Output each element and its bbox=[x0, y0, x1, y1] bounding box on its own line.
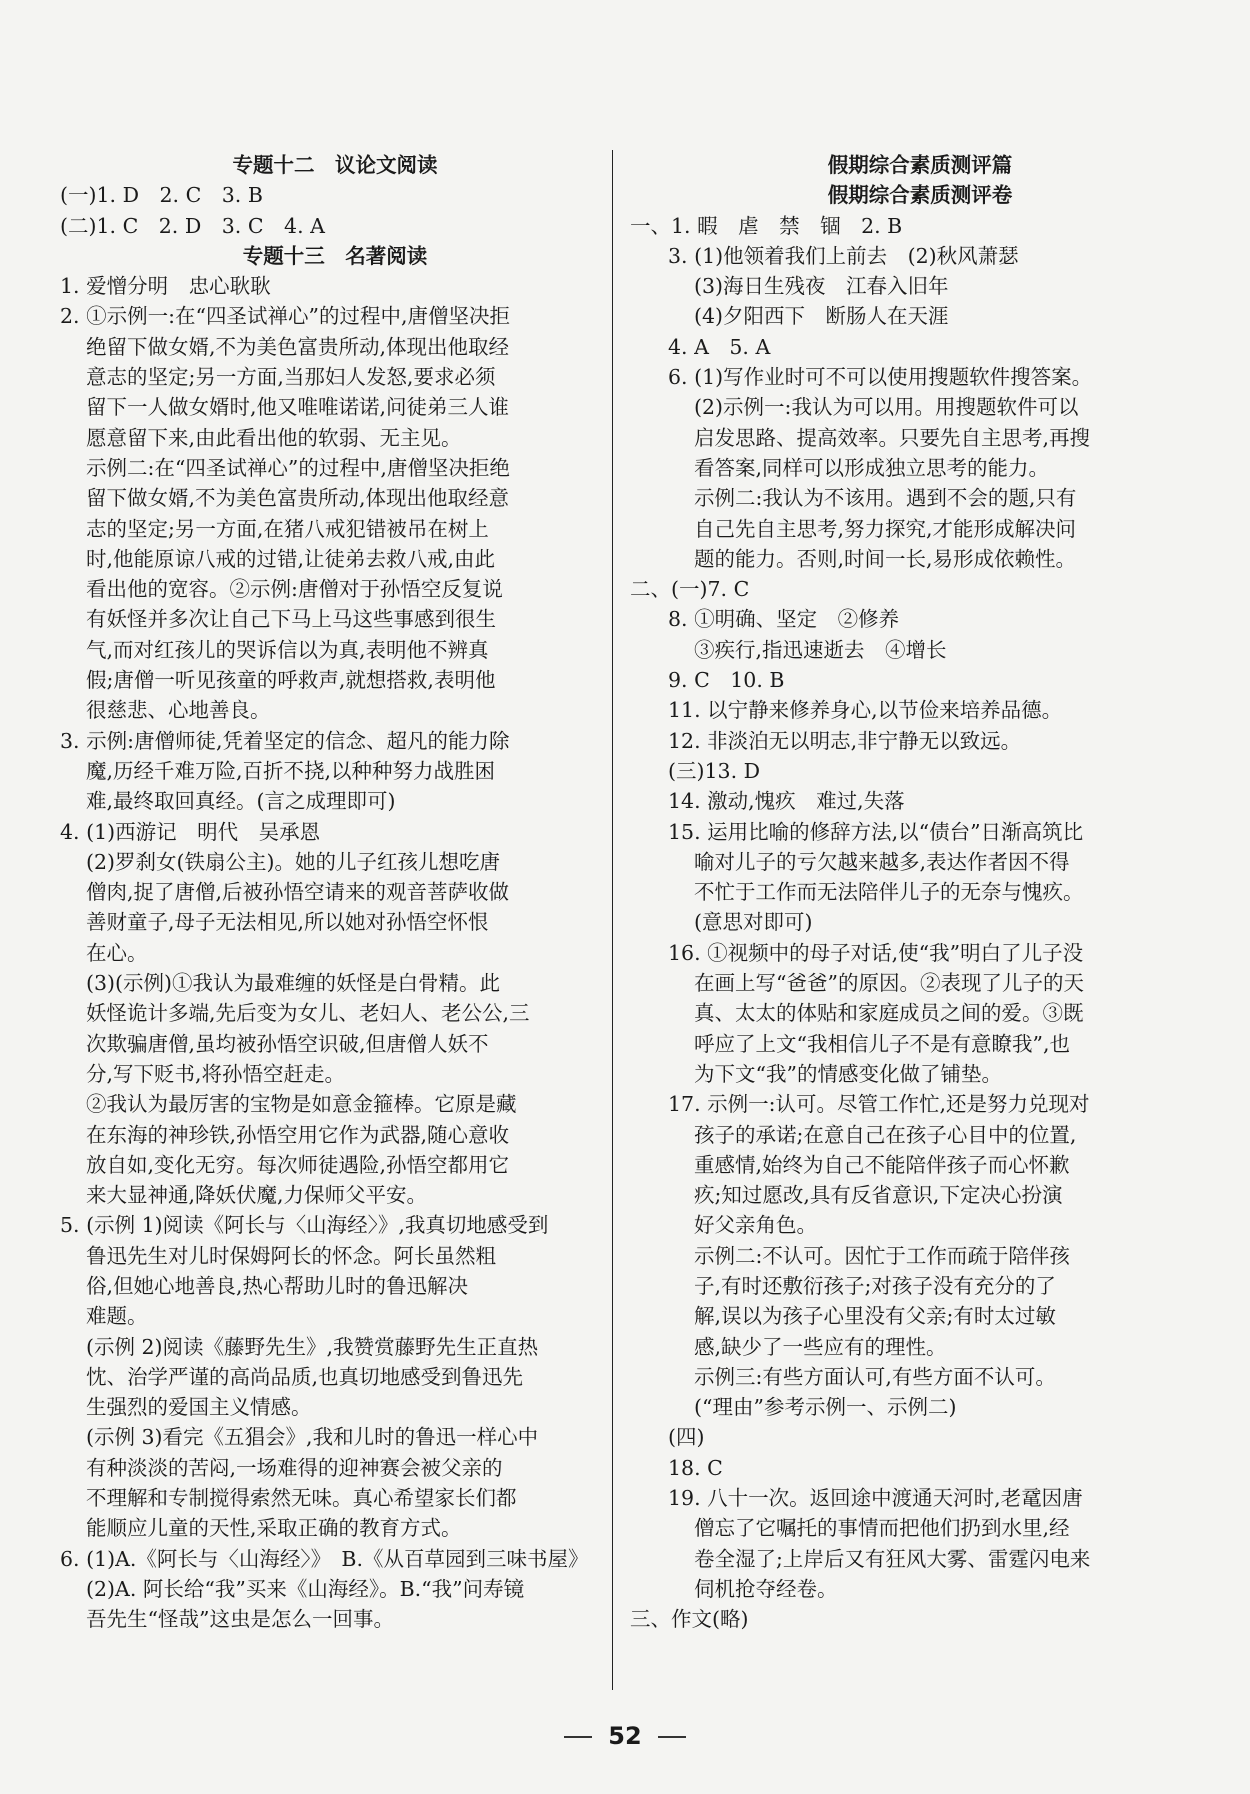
answer-line: (2)示例一:我认为可以用。用搜题软件可以 bbox=[694, 395, 1079, 420]
answer-line: (四) bbox=[668, 1425, 705, 1450]
answer-line: 题的能力。否则,时间一长,易形成依赖性。 bbox=[694, 546, 1077, 571]
answer-line: 很慈悲、心地善良。 bbox=[86, 698, 271, 723]
page-number: 52 bbox=[608, 1722, 642, 1750]
answer-line: (3)海日生残夜 江春入旧年 bbox=[694, 274, 949, 299]
answer-line: 假;唐僧一听见孩童的呼救声,就想搭救,表明他 bbox=[86, 668, 496, 693]
answer-line: 2. ①示例一:在“四圣试禅心”的过程中,唐僧坚决拒 bbox=[60, 304, 510, 329]
answer-line: 善财童子,母子无法相见,所以她对孙悟空怀恨 bbox=[86, 910, 489, 935]
answer-line: ②我认为最厉害的宝物是如意金箍棒。它原是藏 bbox=[86, 1092, 517, 1117]
answer-line: 在画上写“爸爸”的原因。②表现了儿子的天 bbox=[694, 971, 1084, 996]
answer-line: 9. C 10. B bbox=[668, 668, 785, 693]
answer-line: 二、(一)7. C bbox=[630, 577, 750, 602]
answer-line: 感,缺少了一些应有的理性。 bbox=[694, 1334, 947, 1359]
answer-line: 示例二:我认为不该用。遇到不会的题,只有 bbox=[694, 486, 1077, 511]
answer-line: (三)13. D bbox=[668, 758, 761, 783]
answer-line: (2)罗刹女(铁扇公主)。她的儿子红孩儿想吃唐 bbox=[86, 849, 501, 874]
answer-line: (2)A. 阿长给“我”买来《山海经》。B.“我”问寿镜 bbox=[86, 1576, 525, 1601]
answer-line: 孩子的承诺;在意自己在孩子心目中的位置, bbox=[694, 1122, 1077, 1147]
answer-line: 解,误以为孩子心里没有父亲;有时太过敏 bbox=[694, 1304, 1056, 1329]
answer-line: 放自如,变化无穷。每次师徒遇险,孙悟空都用它 bbox=[86, 1152, 510, 1177]
answer-line: 3. (1)他领着我们上前去 (2)秋风萧瑟 bbox=[668, 243, 1019, 268]
answer-line: 一、1. 暇 虐 禁 锢 2. B bbox=[630, 213, 903, 238]
answer-line: 好父亲角色。 bbox=[694, 1213, 817, 1238]
answer-line: 看出他的宽容。②示例:唐僧对于孙悟空反复说 bbox=[86, 577, 503, 602]
answer-line: 俗,但她心地善良,热心帮助儿时的鲁迅解决 bbox=[86, 1273, 469, 1298]
answer-line: ③疾行,指迅速逝去 ④增长 bbox=[694, 637, 947, 662]
answer-line: 愿意留下来,由此看出他的软弱、无主见。 bbox=[86, 425, 462, 450]
answer-line: 16. ①视频中的母子对话,使“我”明白了儿子没 bbox=[668, 940, 1084, 965]
section-heading: 专题十三 名著阅读 bbox=[242, 243, 428, 268]
footer-dash-right bbox=[658, 1736, 686, 1738]
answer-line: 1. 爱憎分明 忠心耿耿 bbox=[60, 274, 271, 299]
answer-line: (一)1. D 2. C 3. B bbox=[60, 183, 263, 208]
answer-line: 8. ①明确、坚定 ②修养 bbox=[668, 607, 900, 632]
answer-line: 示例二:不认可。因忙于工作而疏于陪伴孩 bbox=[694, 1243, 1070, 1268]
answer-line: 呼应了上文“我相信儿子不是有意瞭我”,也 bbox=[694, 1031, 1070, 1056]
answer-line: (意思对即可) bbox=[694, 910, 813, 935]
answer-line: 吾先生“怪哉”这虫是怎么一回事。 bbox=[86, 1607, 394, 1632]
answer-line: (“理由”参考示例一、示例二) bbox=[694, 1395, 957, 1420]
answer-line: 有种淡淡的苦闷,一场难得的迎神赛会被父亲的 bbox=[86, 1455, 503, 1480]
answer-line: 为下文“我”的情感变化做了铺垫。 bbox=[694, 1061, 1002, 1086]
page-footer bbox=[0, 1722, 1250, 1750]
column-divider bbox=[612, 150, 613, 1690]
answer-line: 在东海的神珍铁,孙悟空用它作为武器,随心意收 bbox=[86, 1122, 510, 1147]
answer-line: 魔,历经千难万险,百折不挠,以种种努力战胜困 bbox=[86, 758, 496, 783]
answer-line: 11. 以宁静来修养身心,以节俭来培养品德。 bbox=[668, 698, 1063, 723]
answer-line: (3)(示例)①我认为最难缠的妖怪是白骨精。此 bbox=[86, 971, 501, 996]
answer-line: 示例三:有些方面认可,有些方面不认可。 bbox=[694, 1364, 1056, 1389]
answer-line: 喻对儿子的亏欠越来越多,表达作者因不得 bbox=[694, 849, 1070, 874]
answer-line: 有妖怪并多次让自己下马上马这些事感到很生 bbox=[86, 607, 496, 632]
answer-line: 僧肉,捉了唐僧,后被孙悟空请来的观音菩萨收做 bbox=[86, 880, 510, 905]
answer-line: 生强烈的爱国主义情感。 bbox=[86, 1395, 312, 1420]
answer-line: 鲁迅先生对儿时保姆阿长的怀念。阿长虽然粗 bbox=[86, 1243, 496, 1268]
answer-line: 留下做女婿,不为美色富贵所动,体现出他取经意 bbox=[86, 486, 510, 511]
answer-line: 气,而对红孩儿的哭诉信以为真,表明他不辨真 bbox=[86, 637, 489, 662]
answer-line: (4)夕阳西下 断肠人在天涯 bbox=[694, 304, 949, 329]
answer-line: 分,写下贬书,将孙悟空赶走。 bbox=[86, 1061, 346, 1086]
answer-line: 不忙于工作而无法陪伴儿子的无奈与愧疚。 bbox=[694, 880, 1084, 905]
left-column bbox=[60, 150, 610, 1635]
answer-line: 6. (1)写作业时可不可以使用搜题软件搜答案。 bbox=[668, 365, 1093, 390]
answer-line: 12. 非淡泊无以明志,非宁静无以致远。 bbox=[668, 728, 1022, 753]
answer-line: (二)1. C 2. D 3. C 4. A bbox=[60, 213, 325, 238]
answer-line: 示例二:在“四圣试禅心”的过程中,唐僧坚决拒绝 bbox=[86, 455, 510, 480]
section-heading: 假期综合素质测评篇 bbox=[827, 153, 1013, 177]
answer-line: 5. (示例 1)阅读《阿长与〈山海经〉》,我真切地感受到 bbox=[60, 1213, 549, 1238]
answer-line: 在心。 bbox=[86, 940, 148, 965]
answer-line: 17. 示例一:认可。尽管工作忙,还是努力兑现对 bbox=[668, 1092, 1090, 1117]
answer-line: 6. (1)A.《阿长与〈山海经〉》 B.《从百草园到三味书屋》 bbox=[60, 1546, 589, 1571]
answer-line: 次欺骗唐僧,虽均被孙悟空识破,但唐僧人妖不 bbox=[86, 1031, 489, 1056]
answer-line: 绝留下做女婿,不为美色富贵所动,体现出他取经 bbox=[86, 334, 510, 359]
answer-line: 4. (1)西游记 明代 吴承恩 bbox=[60, 819, 321, 844]
answer-line: 不理解和专制搅得索然无味。真心希望家长们都 bbox=[86, 1486, 517, 1511]
answer-line: 19. 八十一次。返回途中渡通天河时,老鼋因唐 bbox=[668, 1486, 1083, 1511]
answer-line: 14. 激动,愧疚 难过,失落 bbox=[668, 789, 905, 814]
answer-line: 来大显神通,降妖伏魔,力保师父平安。 bbox=[86, 1183, 428, 1208]
answer-line: 疚;知过愿改,具有反省意识,下定决心扮演 bbox=[694, 1183, 1063, 1208]
answer-line: 4. A 5. A bbox=[668, 334, 771, 359]
answer-line: 15. 运用比喻的修辞方法,以“债台”日渐高筑比 bbox=[668, 819, 1084, 844]
answer-line: 能顺应儿童的天性,采取正确的教育方式。 bbox=[86, 1516, 462, 1541]
answer-line: 重感情,始终为自己不能陪伴孩子而心怀歉 bbox=[694, 1152, 1070, 1177]
answer-line: 三、作文(略) bbox=[630, 1607, 749, 1632]
answer-line: 留下一人做女婿时,他又唯唯诺诺,问徒弟三人谁 bbox=[86, 395, 510, 420]
answer-line: 真、太太的体贴和家庭成员之间的爱。③既 bbox=[694, 1001, 1084, 1026]
answer-line: 意志的坚定;另一方面,当那妇人发怒,要求必须 bbox=[86, 365, 496, 390]
answer-line: (示例 2)阅读《藤野先生》,我赞赏藤野先生正直热 bbox=[86, 1334, 539, 1359]
answer-line: 启发思路、提高效率。只要先自主思考,再搜 bbox=[694, 425, 1091, 450]
answer-line: 难,最终取回真经。(言之成理即可) bbox=[86, 789, 396, 814]
answer-line: 3. 示例:唐僧师徒,凭着坚定的信念、超凡的能力除 bbox=[60, 728, 510, 753]
section-heading: 假期综合素质测评卷 bbox=[827, 183, 1013, 208]
answer-line: 时,他能原谅八戒的过错,让徒弟去救八戒,由此 bbox=[86, 546, 496, 571]
section-heading: 专题十二 议论文阅读 bbox=[232, 153, 438, 177]
answer-line: 伺机抢夺经卷。 bbox=[694, 1576, 838, 1601]
answer-line: 子,有时还敷衍孩子;对孩子没有充分的了 bbox=[694, 1273, 1056, 1298]
right-column bbox=[630, 150, 1210, 1635]
answer-line: 看答案,同样可以形成独立思考的能力。 bbox=[694, 455, 1050, 480]
answer-line: 志的坚定;另一方面,在猪八戒犯错被吊在树上 bbox=[86, 516, 489, 541]
answer-line: 自己先自主思考,努力探究,才能形成解决问 bbox=[694, 516, 1077, 541]
answer-line: 难题。 bbox=[86, 1304, 148, 1329]
answer-line: 卷全湿了;上岸后又有狂风大雾、雷霆闪电来 bbox=[694, 1546, 1091, 1571]
answer-line: 忱、治学严谨的高尚品质,也真切地感受到鲁迅先 bbox=[86, 1364, 524, 1389]
footer-dash-left bbox=[564, 1736, 592, 1738]
answer-line: 18. C bbox=[668, 1455, 723, 1480]
answer-line: 妖怪诡计多端,先后变为女儿、老妇人、老公公,三 bbox=[86, 1001, 530, 1026]
answer-line: (示例 3)看完《五猖会》,我和儿时的鲁迅一样心中 bbox=[86, 1425, 539, 1450]
answer-line: 僧忘了它嘱托的事情而把他们扔到水里,经 bbox=[694, 1516, 1070, 1541]
